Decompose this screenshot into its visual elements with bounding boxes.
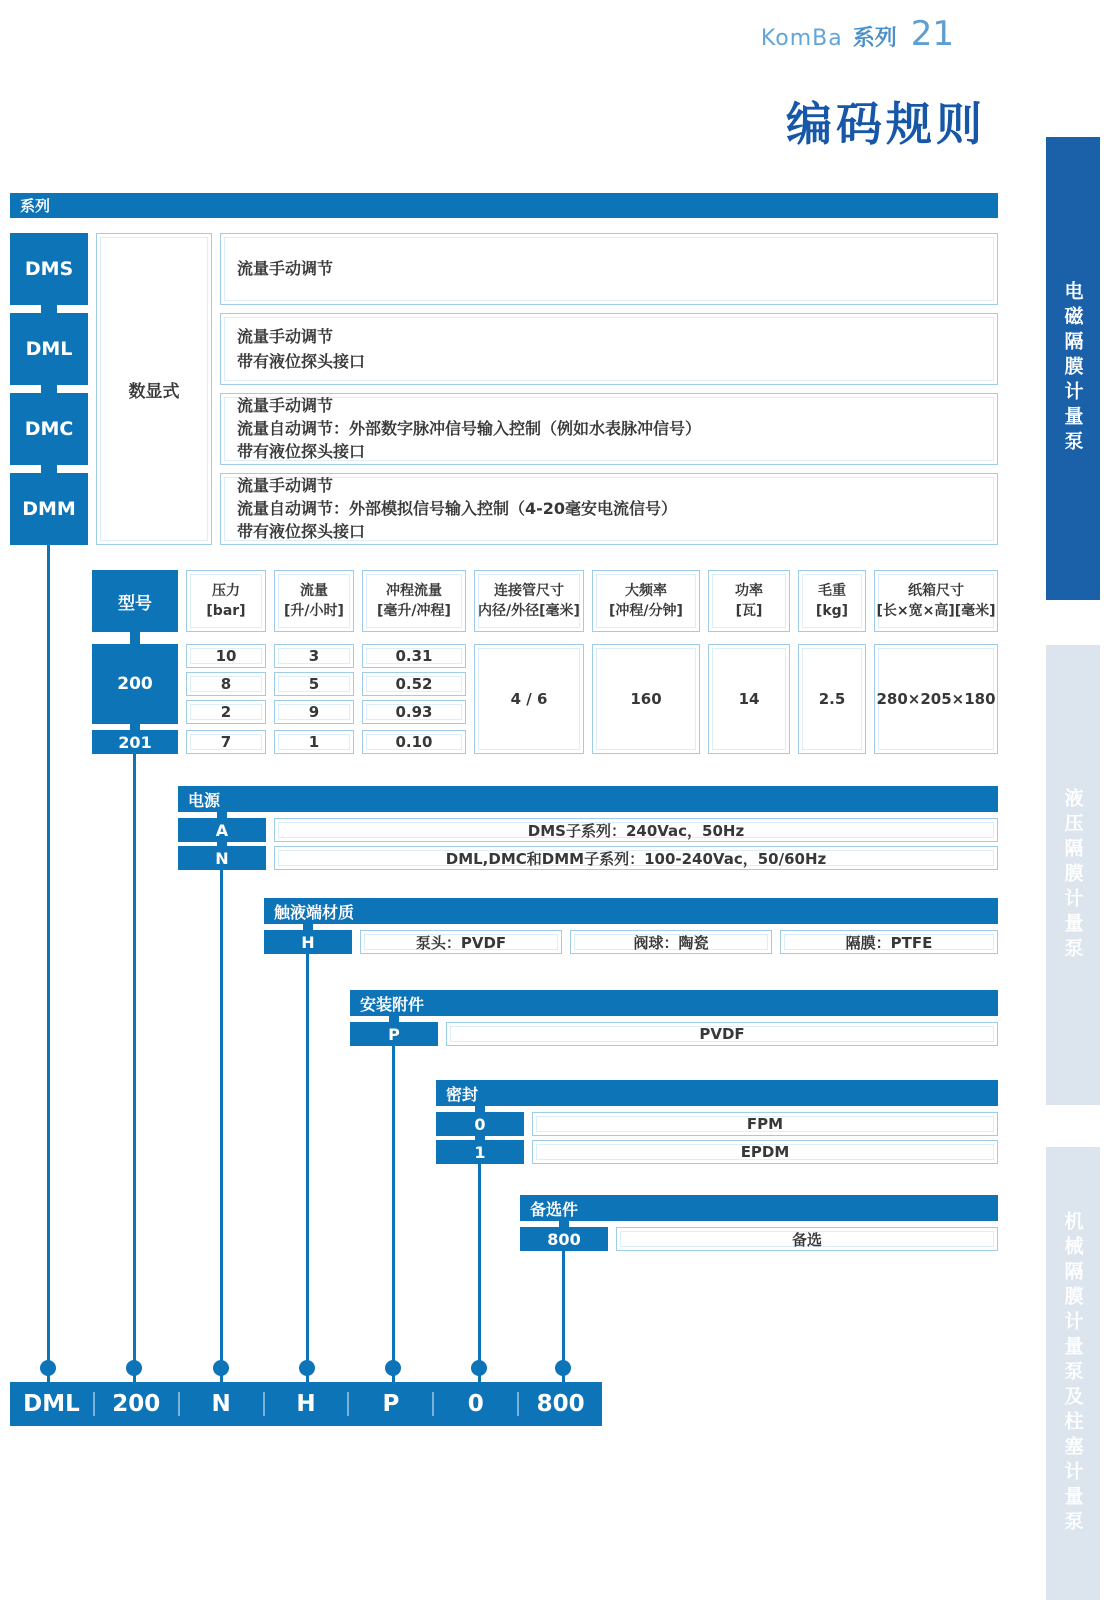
spec-merged-weight: 2.5 [798, 644, 866, 754]
spec-merged-frequency: 160 [592, 644, 700, 754]
spec-cell: 8 [186, 672, 266, 696]
spec-cell: 5 [274, 672, 354, 696]
connector-dot [471, 1360, 487, 1376]
spec-model-header: 型号 [92, 570, 178, 632]
options-code-800: 800 [520, 1227, 608, 1251]
col-header-pressure: 压力 [bar] [186, 570, 266, 632]
col-header-power: 功率 [瓦] [708, 570, 790, 632]
series-code-dms: DMS [10, 233, 88, 305]
spec-cell: 7 [186, 730, 266, 754]
series-desc-dml [220, 313, 998, 385]
desc-line: 流量手动调节 [237, 476, 334, 495]
power-value-a: DMS子系列：240Vac，50Hz [274, 818, 998, 842]
code-segment-wetted: H [296, 1391, 316, 1417]
seal-code-1: 1 [436, 1140, 524, 1164]
code-segment-model: 200 [112, 1391, 161, 1417]
connector-nub [130, 632, 140, 644]
seal-header-bar: 密封 [436, 1080, 998, 1106]
connector-dot [385, 1360, 401, 1376]
spec-cell: 0.52 [362, 672, 466, 696]
connector-nub [41, 465, 57, 473]
seal-code-0: 0 [436, 1112, 524, 1136]
connector-dot [555, 1360, 571, 1376]
spec-cell: 0.93 [362, 700, 466, 724]
code-segment-power: N [211, 1391, 231, 1417]
series-code-dml: DML [10, 313, 88, 385]
connector-line-mounting [392, 1046, 395, 1382]
code-segment-options: 800 [536, 1391, 585, 1417]
series-code-dmm: DMM [10, 473, 88, 545]
col-header-stroke-flow: 冲程流量 [毫升/冲程] [362, 570, 466, 632]
col-header-flow: 流量 [升/小时] [274, 570, 354, 632]
wetted-value-diaphragm: 隔膜：PTFE [780, 930, 998, 954]
series-desc-dmm [220, 473, 998, 545]
series-desc-dmc [220, 393, 998, 465]
desc-line: 带有液位探头接口 [237, 522, 366, 541]
connector-line-wetted [306, 954, 309, 1382]
model-200: 200 [92, 644, 178, 724]
spec-merged-carton: 280×205×180 [874, 644, 998, 754]
display-type-box: 数显式 [96, 233, 212, 545]
spec-merged-power: 14 [708, 644, 790, 754]
connector-line-model [133, 754, 136, 1382]
mounting-value: PVDF [446, 1022, 998, 1046]
col-header-carton: 纸箱尺寸 [长×宽×高][毫米] [874, 570, 998, 632]
power-code-a: A [178, 818, 266, 842]
options-value: 备选 [616, 1227, 998, 1251]
wetted-value-ball: 阀球：陶瓷 [570, 930, 772, 954]
desc-line: 流量自动调节：外部模拟信号输入控制（4-20毫安电流信号） [237, 499, 678, 518]
connector-nub [41, 305, 57, 313]
wetted-header-bar: 触液端材质 [264, 898, 998, 924]
sidebar-tab-hydraulic-diaphragm-pumps: 液压隔膜计量泵 [1046, 645, 1100, 1105]
desc-line: 带有液位探头接口 [237, 351, 366, 371]
col-header-weight: 毛重 [kg] [798, 570, 866, 632]
connector-nub [41, 385, 57, 393]
spec-merged-connection: 4 / 6 [474, 644, 584, 754]
code-segment-mounting: P [382, 1391, 400, 1417]
connector-dot [299, 1360, 315, 1376]
connector-dot [126, 1360, 142, 1376]
model-201: 201 [92, 730, 178, 754]
col-header-connection: 连接管尺寸 内径/外径[毫米] [474, 570, 584, 632]
wetted-code-h: H [264, 930, 352, 954]
spec-cell: 3 [274, 644, 354, 668]
wetted-value-head: 泵头：PVDF [360, 930, 562, 954]
spec-cell: 10 [186, 644, 266, 668]
brand-suffix-text: 系列 [852, 26, 897, 51]
code-segment-series: DML [23, 1391, 80, 1417]
brand-text: KomBa [760, 26, 843, 51]
spec-cell: 0.10 [362, 730, 466, 754]
mounting-code-p: P [350, 1022, 438, 1046]
desc-line: 流量手动调节 [237, 259, 334, 278]
series-header-bar: 系列 [10, 193, 998, 218]
page-header [761, 14, 954, 54]
connector-line-power [220, 870, 223, 1382]
power-code-n: N [178, 846, 266, 870]
connector-dot [40, 1360, 56, 1376]
desc-line: 带有液位探头接口 [237, 442, 366, 461]
sidebar-tab-mechanical-diaphragm-plunger-pumps: 机械隔膜计量泵及柱塞计量泵 [1046, 1147, 1100, 1600]
spec-cell: 0.31 [362, 644, 466, 668]
seal-value-fpm: FPM [532, 1112, 998, 1136]
seal-value-epdm: EPDM [532, 1140, 998, 1164]
desc-line: 流量手动调节 [237, 326, 334, 346]
spec-cell: 9 [274, 700, 354, 724]
series-code-dmc: DMC [10, 393, 88, 465]
spec-cell: 1 [274, 730, 354, 754]
page-title: 编码规则 [786, 97, 986, 151]
connector-dot [213, 1360, 229, 1376]
mounting-header-bar: 安装附件 [350, 990, 998, 1016]
page-number: 21 [910, 14, 954, 54]
desc-line: 流量手动调节 [237, 396, 334, 415]
connector-line-seal [478, 1164, 481, 1382]
spec-cell: 2 [186, 700, 266, 724]
col-header-frequency: 大频率 [冲程/分钟] [592, 570, 700, 632]
connector-line-series [47, 545, 50, 1382]
power-header-bar: 电源 [178, 786, 998, 812]
sidebar-tab-solenoid-diaphragm-pumps: 电磁隔膜计量泵 [1046, 137, 1100, 600]
options-header-bar: 备选件 [520, 1195, 998, 1221]
power-value-n: DML,DMC和DMM子系列：100-240Vac，50/60Hz [274, 846, 998, 870]
model-code-bar [10, 1382, 602, 1426]
code-segment-seal: 0 [467, 1391, 484, 1417]
series-desc-dms [220, 233, 998, 305]
desc-line: 流量自动调节：外部数字脉冲信号输入控制（例如水表脉冲信号） [237, 419, 702, 438]
